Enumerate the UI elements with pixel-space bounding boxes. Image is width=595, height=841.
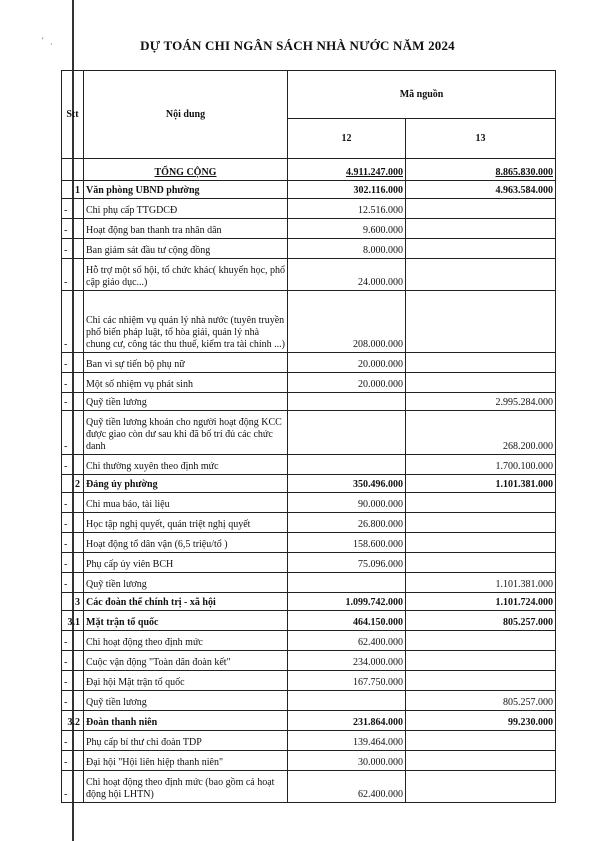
row-value-13 bbox=[406, 291, 556, 353]
row-stt: - bbox=[62, 671, 84, 691]
table-row bbox=[62, 455, 556, 475]
row-stt: 3 bbox=[62, 593, 84, 611]
row-value-13 bbox=[406, 219, 556, 239]
row-stt: - bbox=[62, 493, 84, 513]
row-value-13 bbox=[406, 553, 556, 573]
table-row bbox=[62, 159, 556, 181]
row-content: Đoàn thanh niên bbox=[84, 711, 288, 731]
table-row bbox=[62, 711, 556, 731]
row-stt: - bbox=[62, 771, 84, 803]
table-row bbox=[62, 513, 556, 533]
row-stt: - bbox=[62, 751, 84, 771]
row-value-13 bbox=[406, 631, 556, 651]
row-content: Cuộc vận động "Toàn dân đoàn kết" bbox=[84, 651, 288, 671]
table-row bbox=[62, 691, 556, 711]
row-value-12: 8.000.000 bbox=[288, 239, 406, 259]
row-content: Ban giám sát đầu tư cộng đồng bbox=[84, 239, 288, 259]
row-content: Một số nhiệm vụ phát sinh bbox=[84, 373, 288, 393]
row-value-13: 805.257.000 bbox=[406, 611, 556, 631]
row-content: Đại hội "Hội liên hiệp thanh niên" bbox=[84, 751, 288, 771]
row-value-13 bbox=[406, 259, 556, 291]
row-content: Chi thường xuyên theo định mức bbox=[84, 455, 288, 475]
header-content: Nội dung bbox=[84, 71, 288, 159]
row-content: Hoạt động ban thanh tra nhân dân bbox=[84, 219, 288, 239]
row-stt: - bbox=[62, 691, 84, 711]
row-value-12: 75.096.000 bbox=[288, 553, 406, 573]
row-value-13: 268.200.000 bbox=[406, 411, 556, 455]
row-value-13: 1.700.100.000 bbox=[406, 455, 556, 475]
row-stt: 2 bbox=[62, 475, 84, 493]
row-value-13 bbox=[406, 353, 556, 373]
row-value-12: 139.464.000 bbox=[288, 731, 406, 751]
row-value-12: 302.116.000 bbox=[288, 181, 406, 199]
row-stt: - bbox=[62, 353, 84, 373]
row-value-12: 350.496.000 bbox=[288, 475, 406, 493]
row-value-13 bbox=[406, 651, 556, 671]
table-row bbox=[62, 393, 556, 411]
row-value-12: 62.400.000 bbox=[288, 771, 406, 803]
row-stt: - bbox=[62, 651, 84, 671]
row-value-12 bbox=[288, 455, 406, 475]
table-row bbox=[62, 671, 556, 691]
row-stt: - bbox=[62, 239, 84, 259]
row-value-12: 26.800.000 bbox=[288, 513, 406, 533]
row-value-13 bbox=[406, 533, 556, 553]
row-content: Quỹ tiền lương bbox=[84, 393, 288, 411]
table-row bbox=[62, 593, 556, 611]
row-value-13 bbox=[406, 671, 556, 691]
table-row bbox=[62, 631, 556, 651]
row-value-13 bbox=[406, 731, 556, 751]
row-value-13: 805.257.000 bbox=[406, 691, 556, 711]
row-value-12: 20.000.000 bbox=[288, 373, 406, 393]
table-row bbox=[62, 533, 556, 553]
row-content: Chi các nhiệm vụ quản lý nhà nước (tuyên truyền phổ biến pháp luật, tổ hòa giải, quản lý nhà chung cư, công tác thu thuế, kiểm tra tài chính ...) bbox=[84, 291, 288, 353]
scan-speck: ' bbox=[42, 36, 44, 45]
row-content: Phụ cấp bí thư chi đoàn TDP bbox=[84, 731, 288, 751]
row-content: Hoạt động tổ dân vận (6,5 triệu/tổ ) bbox=[84, 533, 288, 553]
row-content: Chi mua báo, tài liệu bbox=[84, 493, 288, 513]
scan-speck: · bbox=[50, 40, 53, 49]
row-value-13 bbox=[406, 373, 556, 393]
row-content: Văn phòng UBND phường bbox=[84, 181, 288, 199]
row-value-12 bbox=[288, 411, 406, 455]
row-value-12: 24.000.000 bbox=[288, 259, 406, 291]
row-value-13: 4.963.584.000 bbox=[406, 181, 556, 199]
row-content: Ban vì sự tiến bộ phụ nữ bbox=[84, 353, 288, 373]
table-row bbox=[62, 751, 556, 771]
row-value-12: 12.516.000 bbox=[288, 199, 406, 219]
row-value-12: 231.864.000 bbox=[288, 711, 406, 731]
document-title: DỰ TOÁN CHI NGÂN SÁCH NHÀ NƯỚC NĂM 2024 bbox=[140, 38, 455, 53]
table-row bbox=[62, 731, 556, 751]
table-row bbox=[62, 553, 556, 573]
row-stt: - bbox=[62, 513, 84, 533]
row-content: Quỹ tiền lương khoán cho người hoạt động KCC được giao còn dư sau khi đã bố trí đủ các chức danh bbox=[84, 411, 288, 455]
row-value-12: 90.000.000 bbox=[288, 493, 406, 513]
table-row bbox=[62, 573, 556, 593]
row-stt bbox=[62, 159, 84, 181]
table-row bbox=[62, 259, 556, 291]
row-value-12: 20.000.000 bbox=[288, 353, 406, 373]
row-stt: - bbox=[62, 219, 84, 239]
row-content: Đảng ủy phường bbox=[84, 475, 288, 493]
row-stt: - bbox=[62, 199, 84, 219]
row-value-13 bbox=[406, 199, 556, 219]
row-stt: - bbox=[62, 411, 84, 455]
row-value-12: 9.600.000 bbox=[288, 219, 406, 239]
table-body bbox=[62, 159, 556, 803]
header-col-13: 13 bbox=[406, 119, 556, 159]
row-value-13: 8.865.830.000 bbox=[406, 159, 556, 181]
header-col-12: 12 bbox=[288, 119, 406, 159]
table-row bbox=[62, 411, 556, 455]
table-row bbox=[62, 611, 556, 631]
row-stt: - bbox=[62, 731, 84, 751]
table-row bbox=[62, 475, 556, 493]
row-value-12: 158.600.000 bbox=[288, 533, 406, 553]
row-value-12: 1.099.742.000 bbox=[288, 593, 406, 611]
row-content: Quỹ tiền lương bbox=[84, 573, 288, 593]
table-row bbox=[62, 771, 556, 803]
header-source-code: Mã nguồn bbox=[288, 71, 556, 119]
row-content: TỔNG CỘNG bbox=[84, 159, 288, 181]
row-content: Phụ cấp ủy viên BCH bbox=[84, 553, 288, 573]
table-row bbox=[62, 353, 556, 373]
row-value-13: 1.101.724.000 bbox=[406, 593, 556, 611]
row-content: Hỗ trợ một số hội, tổ chức khác( khuyến học, phổ cập giáo dục...) bbox=[84, 259, 288, 291]
header-stt: Stt bbox=[62, 71, 84, 159]
row-stt: 3.1 bbox=[62, 611, 84, 631]
row-value-12: 62.400.000 bbox=[288, 631, 406, 651]
row-value-13 bbox=[406, 771, 556, 803]
row-stt: - bbox=[62, 393, 84, 411]
table-row bbox=[62, 373, 556, 393]
row-stt: 1 bbox=[62, 181, 84, 199]
row-value-13: 1.101.381.000 bbox=[406, 475, 556, 493]
row-value-12: 464.150.000 bbox=[288, 611, 406, 631]
row-stt: - bbox=[62, 455, 84, 475]
row-value-13 bbox=[406, 513, 556, 533]
row-value-12: 4.911.247.000 bbox=[288, 159, 406, 181]
row-value-12 bbox=[288, 393, 406, 411]
row-stt: - bbox=[62, 259, 84, 291]
row-value-12: 30.000.000 bbox=[288, 751, 406, 771]
row-value-13: 2.995.284.000 bbox=[406, 393, 556, 411]
row-value-13 bbox=[406, 751, 556, 771]
table-row bbox=[62, 199, 556, 219]
table-row bbox=[62, 493, 556, 513]
row-content: Mặt trận tổ quốc bbox=[84, 611, 288, 631]
row-value-13 bbox=[406, 493, 556, 513]
row-content: Quỹ tiền lương bbox=[84, 691, 288, 711]
table-row bbox=[62, 291, 556, 353]
table-row bbox=[62, 219, 556, 239]
row-content: Đại hội Mặt trận tổ quốc bbox=[84, 671, 288, 691]
row-value-13 bbox=[406, 239, 556, 259]
row-value-12: 234.000.000 bbox=[288, 651, 406, 671]
row-value-13: 99.230.000 bbox=[406, 711, 556, 731]
row-content: Chi hoạt động theo định mức (bao gồm cả hoạt động hội LHTN) bbox=[84, 771, 288, 803]
row-stt: 3.2 bbox=[62, 711, 84, 731]
budget-table bbox=[61, 70, 556, 803]
row-stt: - bbox=[62, 533, 84, 553]
table-row bbox=[62, 181, 556, 199]
row-stt: - bbox=[62, 573, 84, 593]
row-stt: - bbox=[62, 373, 84, 393]
row-value-12 bbox=[288, 691, 406, 711]
row-value-12 bbox=[288, 573, 406, 593]
row-content: Các đoàn thể chính trị - xã hội bbox=[84, 593, 288, 611]
row-stt: - bbox=[62, 291, 84, 353]
row-content: Học tập nghị quyết, quán triệt nghị quyết bbox=[84, 513, 288, 533]
row-value-12: 167.750.000 bbox=[288, 671, 406, 691]
table-row bbox=[62, 651, 556, 671]
row-value-12: 208.000.000 bbox=[288, 291, 406, 353]
row-stt: - bbox=[62, 631, 84, 651]
row-content: Chi phụ cấp TTGDCĐ bbox=[84, 199, 288, 219]
row-value-13: 1.101.381.000 bbox=[406, 573, 556, 593]
table-row bbox=[62, 239, 556, 259]
row-stt: - bbox=[62, 553, 84, 573]
row-content: Chi hoạt động theo định mức bbox=[84, 631, 288, 651]
